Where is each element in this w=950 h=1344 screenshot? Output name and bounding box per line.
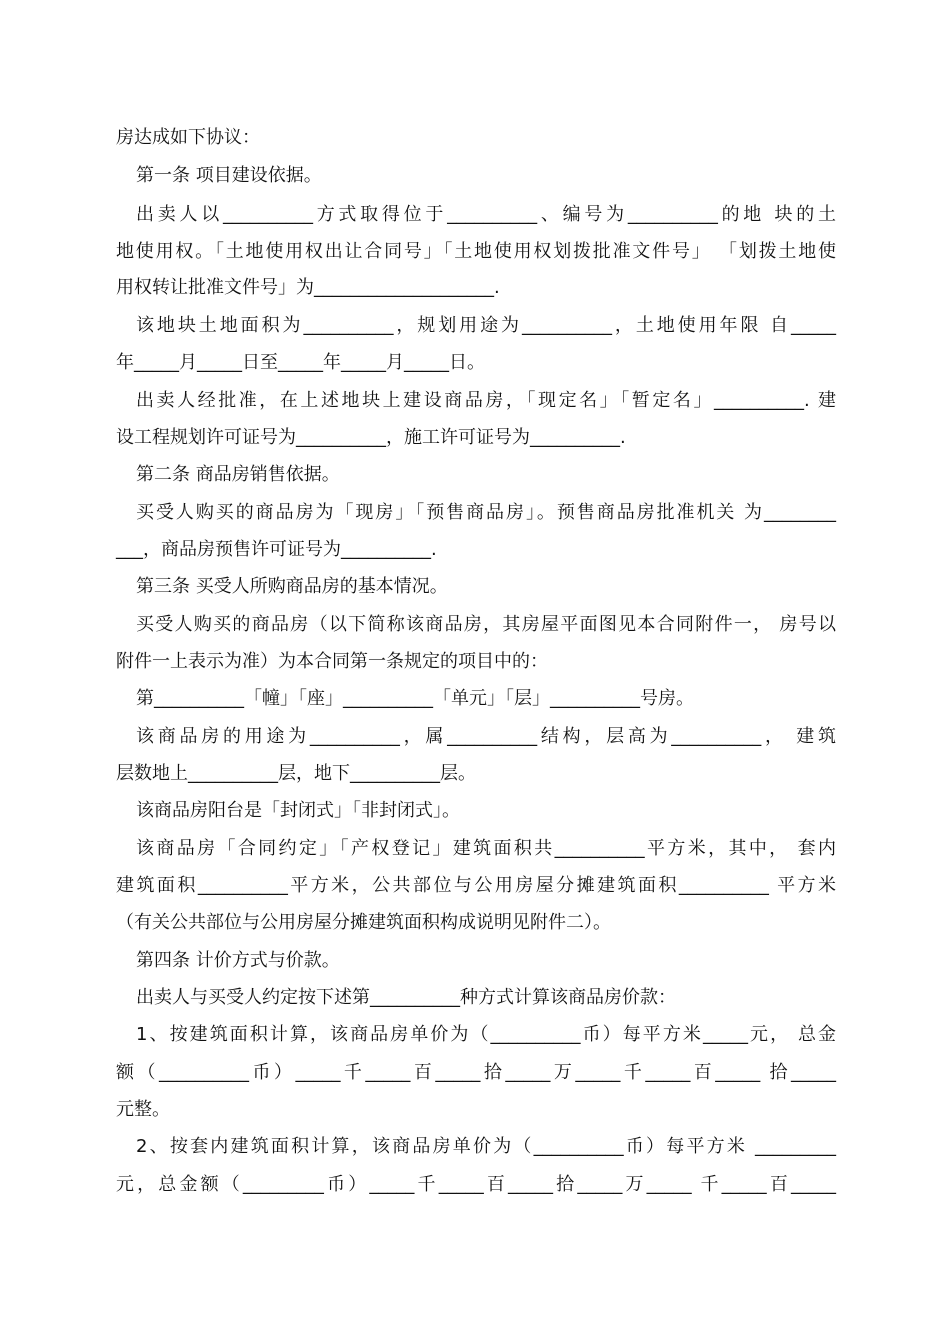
text-line: 出卖人经批准，在上述地块上建设商品房，「现定名」「暂定名」__________. 建 — [136, 390, 836, 411]
text-line: 出卖人与买受人约定按下述第__________种方式计算该商品房价款： — [136, 987, 676, 1008]
text-line: 该地块土地面积为__________，规划用途为__________，土地使用年限 自_____ — [136, 315, 836, 336]
article-heading: 第四条 计价方式与价款。 — [136, 950, 340, 971]
text-line: 建筑面积__________平方米，公共部位与公用房屋分摊建筑面积__________ 平方米 — [116, 875, 836, 896]
text-line: 买受人购买的商品房为「现房」「预售商品房」。预售商品房批准机关 为________ — [136, 502, 836, 523]
text-line: 房达成如下协议： — [116, 127, 260, 148]
text-line: 层数地上__________层，地下__________层。 — [116, 763, 476, 784]
text-line: 该商品房的用途为__________，属__________结构，层高为__________， 建筑 — [136, 726, 836, 747]
text-line: 1、按建筑面积计算，该商品房单价为（__________币）每平方米_____元， 总金 — [136, 1024, 836, 1045]
text-line: 用权转让批准文件号」为____________________. — [116, 277, 500, 298]
text-line: ___，商品房预售许可证号为__________. — [116, 539, 437, 560]
text-line: 买受人购买的商品房（以下简称该商品房，其房屋平面图见本合同附件一， 房号以 — [136, 614, 836, 635]
text-line: 元，总金额（_________币）_____千_____百_____拾_____万_____ 千_____百_____ — [116, 1174, 836, 1195]
article-heading: 第一条 项目建设依据。 — [136, 165, 322, 186]
text-line: 地使用权。「土地使用权出让合同号」「土地使用权划拨批准文件号」 「划拨土地使 — [116, 241, 836, 262]
text-line: 额（__________币）_____千_____百_____拾_____万_____千_____百_____ 拾_____ — [116, 1062, 836, 1083]
text-line: 附件一上表示为准）为本合同第一条规定的项目中的： — [116, 651, 548, 672]
text-line: 元整。 — [116, 1099, 170, 1120]
text-line: 第__________「幢」「座」__________「单元」「层」__________号房。 — [136, 688, 694, 709]
text-line: （有关公共部位与公用房屋分摊建筑面积构成说明见附件二）。 — [116, 912, 611, 933]
text-line: 2、按套内建筑面积计算，该商品房单价为（__________币）每平方米 _________ — [136, 1136, 836, 1157]
text-line: 该商品房「合同约定」「产权登记」建筑面积共__________平方米，其中， 套内 — [136, 838, 836, 859]
text-line: 该商品房阳台是「封闭式」「非封闭式」。 — [136, 800, 460, 821]
article-heading: 第三条 买受人所购商品房的基本情况。 — [136, 576, 448, 597]
text-line: 出卖人以__________方式取得位于__________、编号为__________的地 块的土 — [136, 204, 836, 225]
text-line: 设工程规划许可证号为__________，施工许可证号为__________. — [116, 427, 626, 448]
article-heading: 第二条 商品房销售依据。 — [136, 464, 340, 485]
text-line: 年_____月_____日至_____年_____月_____日。 — [116, 352, 485, 373]
